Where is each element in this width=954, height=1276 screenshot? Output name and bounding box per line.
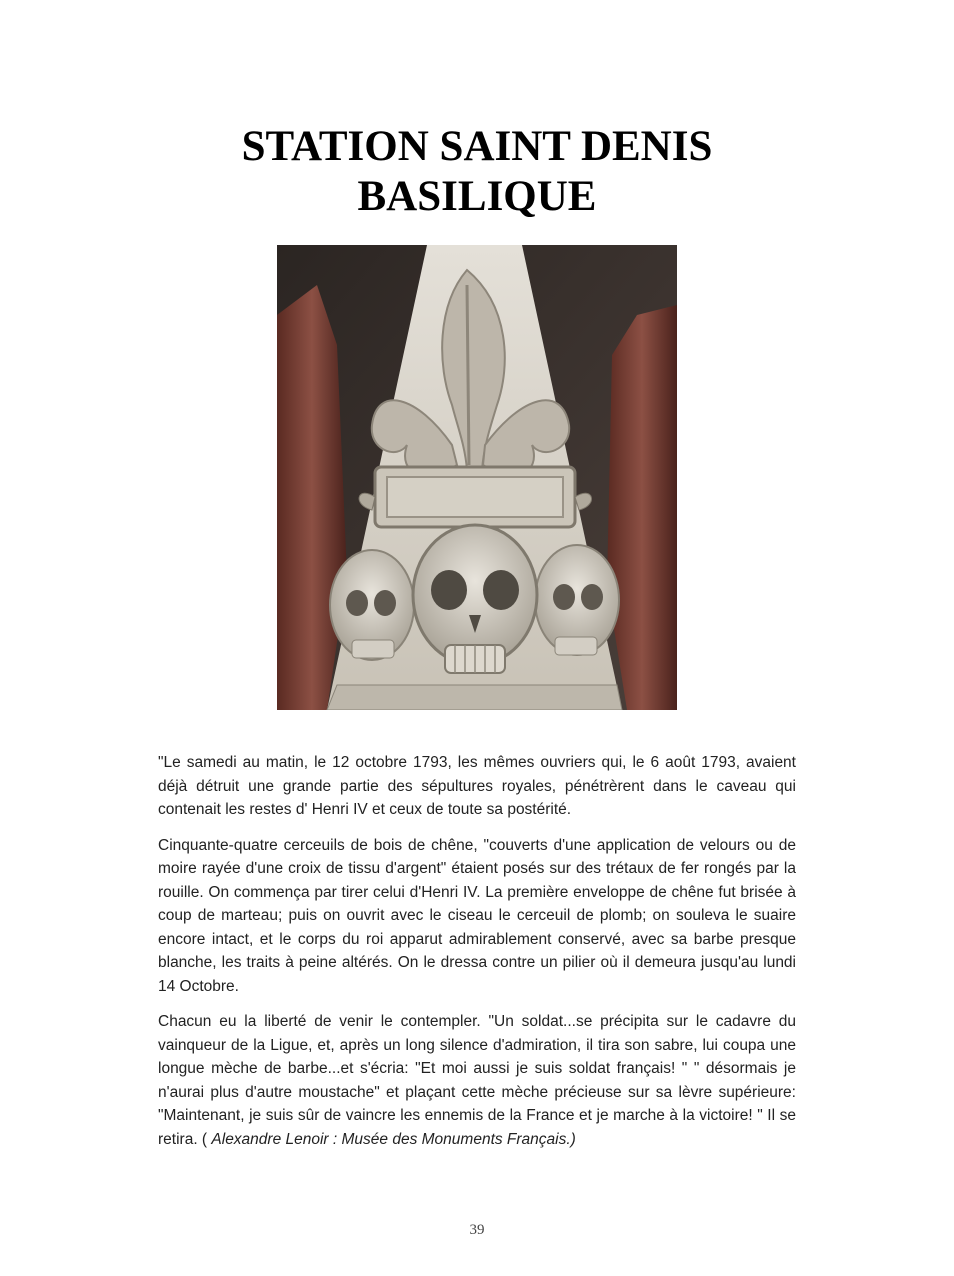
paragraph-2: Cinquante-quatre cerceuils de bois de chêne, "couverts d'une application de velours ou de moire rayée d'une croix de tissu d'argent" étaient posés sur des trétaux de fer rongés par la rouille. On commença par tirer celui d'Henri IV. La première enveloppe de chêne fut brisée à coup de marteau; puis on ouvrit avec le ciseau le cerceuil de plomb; on souleva le suaire encore intact, et le corps du roi apparut admirablement conservé, avec sa barbe presque blanche, les traits à peine altérés. On le dressa contre un pilier où il demeura jusqu'au lundi 14 Octobre.: [158, 836, 796, 995]
paragraph-1: "Le samedi au matin, le 12 octobre 1793, les mêmes ouvriers qui, le 6 août 1793, avaient déjà détruit une grande partie des sépultures royales, pénétrèrent dans le caveau qui contenait les restes d' Henri IV et ceux de toute sa postérité.: [158, 754, 796, 818]
title-line-2: BASILIQUE: [357, 173, 597, 220]
page-number: 39: [469, 1222, 485, 1238]
citation: Alexandre Lenoir : Musée des Monuments Français.): [211, 1130, 576, 1148]
tomb-sculpture-photo: [277, 245, 677, 710]
body-text: [158, 751, 796, 1163]
paragraph-3: [158, 1010, 796, 1151]
paragraph-3-text: Chacun eu la liberté de venir le contempler. "Un soldat...se précipita sur le cadavre du vainqueur de la Ligue, et, après un long silence d'admiration, il tira son sabre, lui coupa une longue mèche de barbe...et s'écria: "Et moi aussi je suis soldat français! " " désormais je n'aurai plus d'autre moustache" et plaçant cette mèche précieuse sur sa lèvre supérieure: "Maintenant, je suis sûr de vaincre les ennemis de la France et je marche à la victoire! " Il se retira. (: [158, 1013, 796, 1148]
title-line-1: STATION SAINT DENIS: [241, 123, 713, 170]
page-title: [0, 122, 954, 222]
